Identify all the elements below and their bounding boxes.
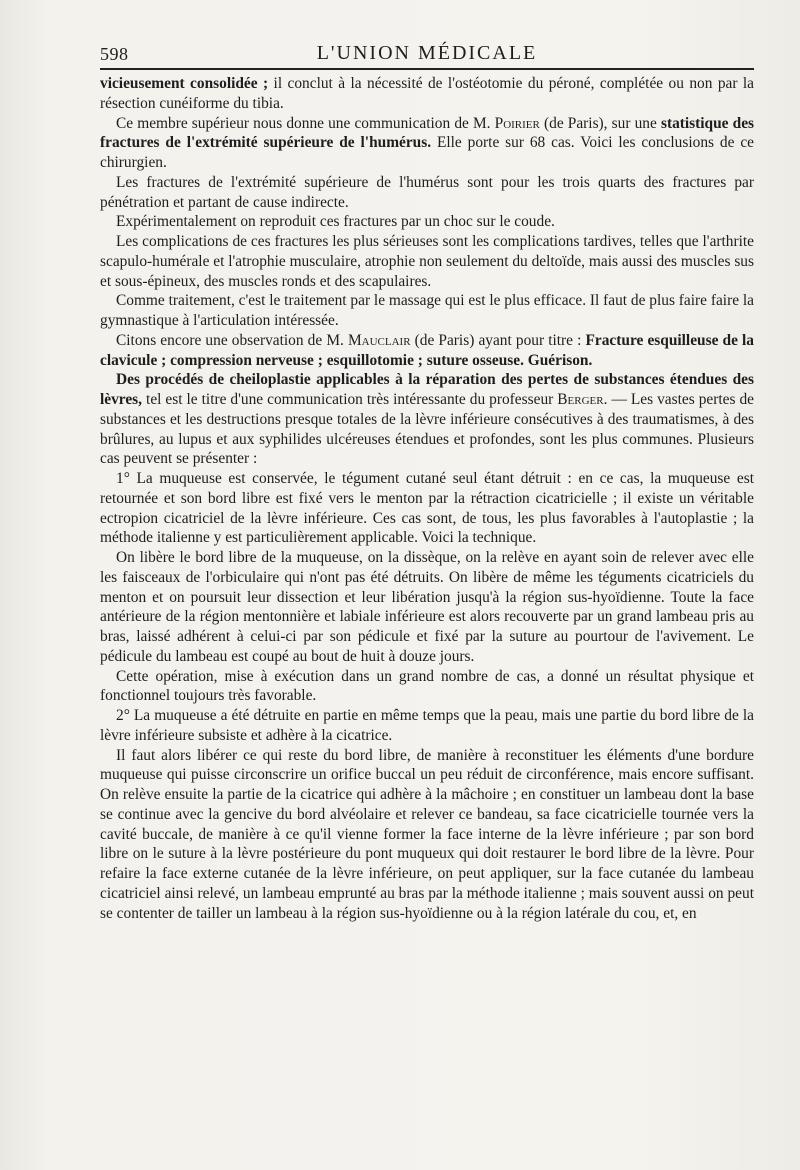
author-name: Poirier [494, 114, 540, 132]
para-cas-1 [100, 469, 754, 548]
para-fractures [100, 173, 754, 213]
text-run: tel est le titre d'une communication très intéressante du professeur [142, 391, 558, 408]
para-experimentalement [100, 212, 754, 232]
page-header [100, 38, 754, 70]
bold-phrase: Fracture esquilleuse de la clavicule ; compression nerveuse ; esquillotomie ; suture osseuse. Guérison. [100, 331, 755, 369]
text-run: Ce membre supérieur nous donne une communication de M. [116, 114, 495, 132]
text-run: Les complications de ces fractures les plus sérieuses sont les complications tardives, telles que l'arthrite scapulo-humérale et l'atrophie musculaire, atrophie non seulement du deltoïde, mais aussi des muscles sus et sous-épineux, des muscles ronds et des scapulaires. [100, 233, 754, 290]
para-resultat [100, 667, 754, 707]
para-technique [100, 548, 754, 667]
page-number: 598 [100, 44, 129, 64]
bold-phrase: statistique des fractures de l'extrémité supérieure de l'humérus. [100, 114, 755, 152]
author-name: Mauclair [347, 331, 411, 349]
para-cas-2 [100, 706, 754, 746]
author-name: Berger [557, 391, 604, 408]
text-run: Comme traitement, c'est le traitement par le massage qui est le plus efficace. Il faut de plus faire faire la gymnastique à l'articulation intéressée. [100, 292, 754, 329]
para-osteotomie [100, 74, 754, 114]
text-run: Les fractures de l'extrémité supérieure de l'humérus sont pour les trois quarts des fractures par pénétration et partant de cause indirecte. [100, 173, 754, 211]
text-run: On libère le bord libre de la muqueuse, on la dissèque, on la relève en ayant soin de relever avec elle les faisceaux de l'orbiculaire qui n'ont pas été détruits. On libère de même les téguments cicatriciels du menton et on poursuit leur dissection et leur libération jusqu'à la région sus-hyoïdienne. Toute la face antérieure de la région mentonnière et labiale inférieure est alors recouverte par un grand lambeau pris au bras, laissé adhérent à celui-ci par son pédicule et fixé par la suture au pourtour de l'avivement. Le pédicule du lambeau est coupé au bout de huit à douze jours. [100, 549, 754, 665]
running-title: L'UNION MÉDICALE [316, 42, 538, 64]
para-liberer [100, 746, 754, 924]
para-complications [100, 232, 754, 291]
bold-phrase: vicieusement consolidée ; [100, 75, 269, 92]
text-run: 1° La muqueuse est conservée, le tégument cutané seul étant détruit : en ce cas, la muqueuse est retournée et son bord libre est fixé vers le menton par la rétraction cicatricielle ; il existe un véritable ectropion cicatriciel de la lèvre inférieure. Ces cas sont, de tous, les plus favorables à l'autoplastie ; la méthode italienne y est particulièrement applicable. Voici la technique. [100, 470, 754, 547]
text-run: . — Les vastes pertes de substances et les destructions presque totales de la lèvre inférieure consécutives à des traumatismes, à des brûlures, au lupus et aux syphilides ulcéreuses étendues et profondes, sont les plus communes. Plusieurs cas peuvent se présenter : [100, 391, 754, 468]
text-run: (de Paris) ayant pour titre : [410, 331, 586, 349]
bold-phrase: Des procédés de cheiloplastie applicables à la réparation des pertes de substances étendues des lèvres, [100, 371, 754, 408]
para-mauclair [100, 331, 754, 371]
text-run: 2° La muqueuse a été détruite en partie en même temps que la peau, mais une partie du bord libre de la lèvre inférieure subsiste et adhère à la cicatrice. [100, 707, 754, 744]
text-run: Elle porte sur 68 cas. Voici les conclusions de ce chirurgien. [100, 134, 754, 171]
text-run: Cette opération, mise à exécution dans un grand nombre de cas, a donné un résultat physique et fonctionnel toujours très favorable. [100, 667, 754, 705]
text-run: il conclut à la nécessité de l'ostéotomie du péroné, complétée ou non par la résection cunéiforme du tibia. [100, 75, 755, 112]
text-run: Il faut alors libérer ce qui reste du bord libre, de manière à reconstituer les éléments d'une bordure muqueuse qui puisse circonscrire un orifice buccal un peu réduit de circonférence, mais encore suffisant. On relève ensuite la partie de la cicatrice qui adhère à la mâchoire ; en constituer un lambeau dont la base se continue avec la gencive du bord alvéolaire et relever ce bandeau, sa face cicatricielle tournée vers la cavité buccale, de manière à ce qu'il vienne former la face interne de la lèvre inférieure ; par son bord libre on le suture à la lèvre postérieure du pont muqueux qui doit restaurer le bord libre de la lèvre. Pour refaire la face externe cutanée de la lèvre inférieure, on peut appliquer, sur la face cutanée du lambeau cicatriciel ainsi relevé, un lambeau emprunté au bras par la méthode italienne ; mais souvent aussi on peut se contenter de tailler un lambeau à la région sus-hyoïdienne ou à la région latérale du cou, et, en [100, 746, 754, 922]
para-cheiloplastie [100, 370, 754, 469]
text-run: Expérimentalement on reproduit ces fractures par un choc sur le coude. [116, 213, 555, 231]
text-run: (de Paris), sur une [539, 114, 661, 132]
para-traitement [100, 291, 754, 331]
text-run: Citons encore une observation de M. [116, 331, 348, 349]
para-poirier [100, 114, 754, 173]
article-body [100, 74, 754, 923]
